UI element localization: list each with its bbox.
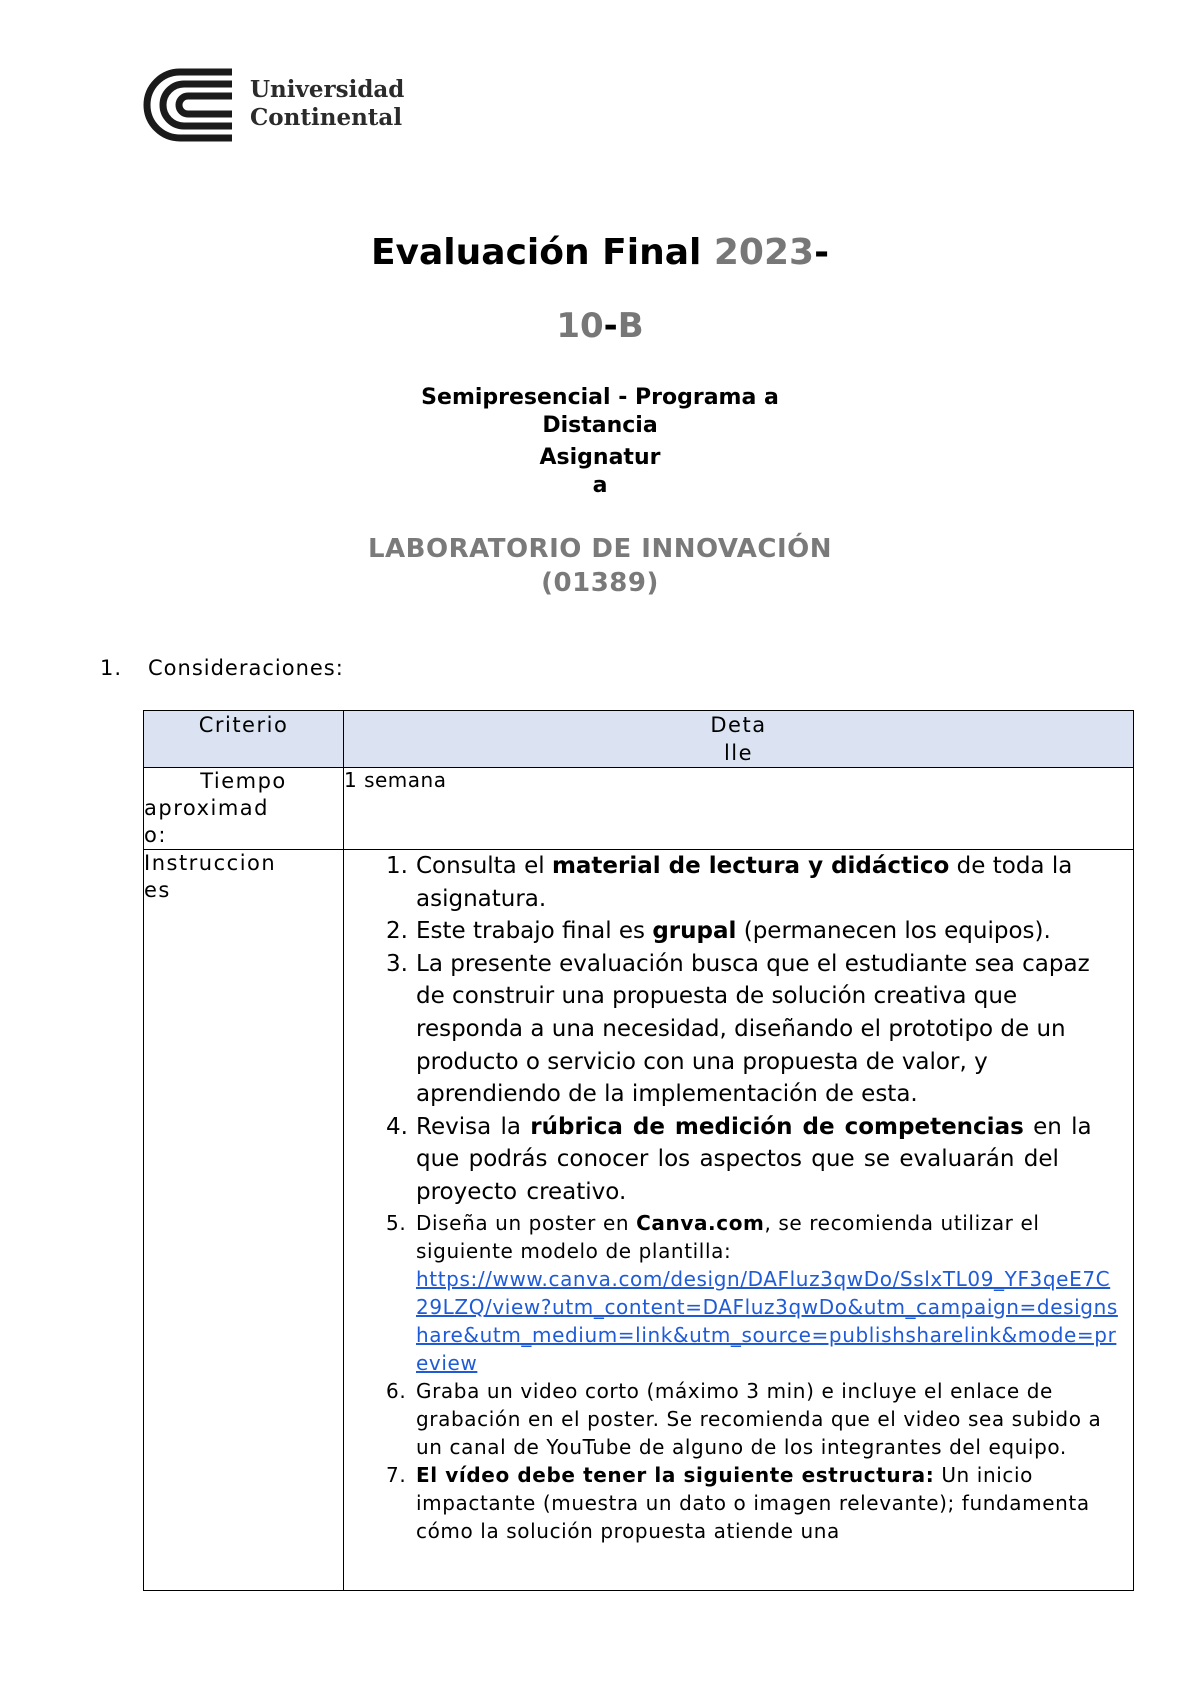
period-code xyxy=(0,306,1200,346)
tiempo-label xyxy=(144,768,344,850)
item-text: Diseña un poster en xyxy=(416,1210,637,1235)
item-number: 1. xyxy=(386,853,408,879)
list-item xyxy=(344,1461,1121,1545)
section-number: 1. xyxy=(100,656,123,680)
item-number: 6. xyxy=(386,1378,407,1403)
item-number: 7. xyxy=(386,1462,407,1487)
item-bold: Canva.com xyxy=(636,1210,765,1235)
item-bold: rúbrica de medición de competencias xyxy=(530,1113,1024,1140)
list-item xyxy=(344,850,1121,915)
tiempo-label-line-3: o: xyxy=(144,823,167,847)
list-item xyxy=(344,1377,1121,1461)
item-number: 2. xyxy=(386,918,408,945)
item-text: Un inicio impactante (muestra un dato o imagen relevante); fundamenta cómo la solución propuesta atiende una xyxy=(416,1462,1090,1543)
item-number: 5. xyxy=(386,1210,407,1235)
header-detalle xyxy=(344,711,1134,768)
item-text: Revisa la xyxy=(416,1113,531,1140)
table-row xyxy=(144,768,1134,850)
modality-line-1: Semipresencial - Programa a xyxy=(421,385,779,410)
item-text: de toda la asignatura. xyxy=(416,853,1073,912)
item-text: Graba un video corto (máximo 3 min) e incluye el enlace de grabación en el poster. Se recomienda que el video sea subido a un canal de YouTube de alguno de los integrantes del equipo. xyxy=(416,1378,1102,1459)
criteria-table xyxy=(143,710,1134,1591)
tiempo-label-line-2: aproximad xyxy=(144,796,269,820)
course-code: (01389) xyxy=(541,568,659,598)
item-bold: grupal xyxy=(652,918,737,945)
instrucciones-label xyxy=(144,850,344,1591)
header-criterio xyxy=(144,711,344,768)
item-text: La presente evaluación busca que el estudiante sea capaz de construir una propuesta de solución creativa que responda a una necesidad, diseñando el prototipo de un producto o servicio con una propuesta de valor, y aprendiendo de la implementación de esta. xyxy=(416,950,1090,1108)
item-bold: material de lectura y didáctico xyxy=(551,853,950,879)
code-dash: - xyxy=(603,306,618,346)
asignatura-line-1: Asignatur xyxy=(539,445,661,470)
list-item xyxy=(344,1111,1121,1209)
modality-line-2: Distancia xyxy=(542,413,658,438)
header-detalle-line-2: lle xyxy=(723,741,754,765)
instr-label-line-1: Instruccion xyxy=(144,851,277,875)
header-detalle-line-1: Deta xyxy=(710,713,767,737)
item-text: en la que podrás conocer los aspectos que se evaluarán del proyecto creativo. xyxy=(416,1113,1092,1205)
item-number: 3. xyxy=(386,950,408,977)
tiempo-label-line-1: Tiempo xyxy=(200,769,287,793)
table-header-row xyxy=(144,711,1134,768)
asignatura-line-2: a xyxy=(592,473,608,498)
logo-line-2: Continental xyxy=(250,104,403,131)
instr-label-line-2: es xyxy=(144,878,171,902)
list-item xyxy=(344,915,1121,948)
code-num: 10 xyxy=(556,306,604,346)
code-letter: B xyxy=(617,306,644,346)
asignatura-label xyxy=(0,444,1200,500)
instructions-list xyxy=(344,850,1133,1545)
item-text: Este trabajo final es xyxy=(416,918,653,945)
section-heading xyxy=(100,656,344,680)
university-logo-text xyxy=(250,76,404,132)
course-name: LABORATORIO DE INNOVACIÓN xyxy=(367,534,832,564)
page-title xyxy=(0,232,1200,273)
course-title xyxy=(0,532,1200,600)
tiempo-value: 1 semana xyxy=(344,768,1134,850)
item-number: 4. xyxy=(386,1113,408,1140)
item-text: Consulta el xyxy=(416,853,552,879)
header-criterio-text: Criterio xyxy=(198,713,289,737)
modality xyxy=(0,384,1200,440)
instrucciones-content xyxy=(344,850,1134,1591)
item-bold: El vídeo debe tener la siguiente estructura: xyxy=(416,1462,935,1487)
canva-template-link[interactable]: https://www.canva.com/design/DAFluz3qwDo/SslxTL09_YF3qeE7C29LZQ/view?utm_content=DAFluz3qwDo&utm_campaign=designshare&utm_medium=link&utm_source=publishsharelink&mode=preview xyxy=(416,1266,1118,1375)
section-title: Consideraciones: xyxy=(148,656,344,680)
list-item xyxy=(344,948,1121,1111)
item-text: (permanecen los equipos). xyxy=(736,918,1051,945)
table-row xyxy=(144,850,1134,1591)
item-text: , se recomienda utilizar el siguiente modelo de plantilla: xyxy=(416,1210,1040,1263)
list-item xyxy=(344,1209,1121,1377)
title-main: Evaluación Final xyxy=(370,232,714,273)
title-dash: - xyxy=(814,232,830,273)
title-year: 2023 xyxy=(713,232,815,273)
logo-line-1: Universidad xyxy=(250,76,405,103)
